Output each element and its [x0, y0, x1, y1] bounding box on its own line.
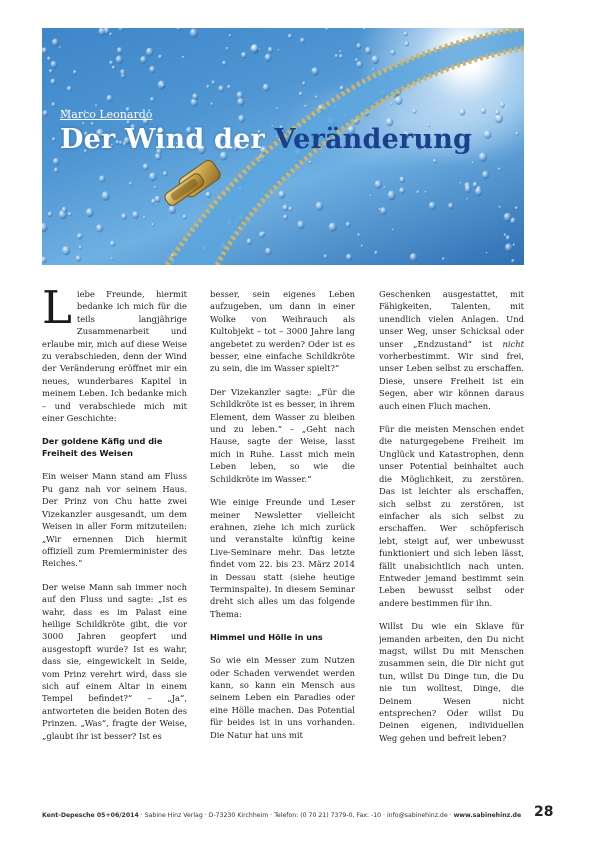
drop-cap: L: [42, 288, 72, 334]
water-drop: [222, 61, 226, 66]
water-drop: [116, 56, 123, 64]
water-drop: [504, 213, 512, 222]
water-drop: [309, 161, 312, 164]
water-drop: [475, 187, 483, 196]
water-drop: [42, 47, 48, 54]
water-drop: [146, 48, 154, 57]
water-drop: [429, 202, 436, 210]
water-drop: [500, 102, 505, 108]
water-drop: [140, 56, 147, 64]
water-drop: [339, 50, 342, 53]
water-drop: [155, 196, 161, 203]
water-drop: [48, 212, 53, 217]
water-drop: [151, 223, 154, 227]
paragraph: Ein weiser Mann stand am Fluss Pu ganz nah vor seinem Haus. Der Prinz von Chu hatte zwei Vizekanzler ausgesandt, um dem Weisen in aller Form mitzuteilen: „Wir ernennen Dich hiermit offiziell zum Premierminister des Reiches.“: [42, 471, 187, 569]
article-title: [60, 124, 472, 155]
water-drop: [263, 232, 266, 235]
water-drop: [121, 213, 127, 220]
water-drop: [143, 163, 149, 170]
water-drop: [50, 79, 56, 85]
water-drop: [479, 152, 487, 162]
water-drop: [111, 257, 114, 260]
water-drop: [433, 159, 437, 163]
publisher-info: · Sabine Hinz Verlag · D-73230 Kirchheim · Telefon: (0 70 21) 7379-0, Fax: -10 · info@sabinehinz.de ·: [138, 812, 454, 819]
water-drop: [372, 55, 379, 64]
water-drop: [120, 69, 125, 75]
water-drop: [459, 109, 465, 116]
water-drop: [52, 102, 56, 107]
water-drop: [99, 175, 105, 182]
water-drop: [73, 70, 77, 75]
water-drop: [52, 39, 59, 47]
article-author: Marco Leonardo: [60, 108, 153, 121]
water-drop: [392, 228, 394, 231]
water-drop: [484, 130, 492, 139]
water-drop: [110, 241, 115, 247]
water-drop: [150, 97, 154, 102]
water-drop: [390, 103, 392, 106]
water-drop: [481, 108, 486, 114]
paragraph: Der weise Mann sah immer noch auf den Fluss und sagte: „Ist es wahr, dass es im Palast eine heilige Schildkröte gibt, die vor 3000 Jahren geopfert und ausgestopft wurde? Ist es wahr, dass sie, eingewickelt in Seide, vom Prinz verehrt wird, dass sie sich auf einem Altar in einem Tempel befindet?“ – „Ja“, antworteten die beiden Boten des Prinzen. „Was“, fragte der Weise, „glaubt ihr ist besser? Ist es: [42, 581, 187, 741]
water-drop: [465, 185, 472, 193]
water-drop: [311, 67, 318, 75]
water-drop: [370, 194, 372, 196]
water-drop: [383, 186, 385, 189]
water-drop: [505, 243, 513, 252]
water-drop: [504, 233, 507, 237]
water-drop: [102, 191, 110, 200]
water-drop: [54, 168, 59, 174]
water-drop: [86, 208, 94, 217]
water-drop: [288, 207, 292, 212]
water-drop: [442, 257, 445, 261]
water-drop: [76, 255, 82, 261]
column-1: [42, 288, 187, 800]
water-drop: [98, 28, 105, 36]
water-drop: [53, 158, 60, 165]
water-drop: [356, 43, 361, 49]
hero-image: [42, 28, 524, 265]
water-drop: [176, 28, 181, 31]
water-drop: [339, 54, 343, 59]
water-drop: [375, 180, 383, 189]
water-drop: [288, 34, 292, 39]
water-drop: [227, 85, 231, 90]
water-drop: [109, 61, 113, 66]
emphasis: nicht: [502, 338, 524, 349]
water-drop: [206, 192, 212, 198]
water-drop: [154, 186, 157, 189]
water-drop: [59, 46, 61, 48]
water-drop: [482, 171, 489, 179]
paragraph: [379, 288, 524, 412]
water-drop: [79, 246, 83, 250]
water-drop: [149, 66, 155, 73]
water-drop: [149, 172, 157, 181]
water-drop: [263, 84, 270, 92]
website-link[interactable]: www.sabinehinz.de: [453, 812, 522, 819]
water-drop: [388, 191, 396, 201]
text-run: Geschenken ausgestattet, mit Fähigkeiten, Talenten, mit unendlich vielen Anlagen. Und unser Weg, unser Schicksal oder unser „Endzustand“ ist: [379, 289, 524, 349]
water-drop: [62, 207, 67, 213]
water-drop: [42, 257, 47, 264]
water-drop: [357, 233, 360, 237]
water-drop: [506, 235, 511, 240]
column-2: [210, 288, 355, 800]
water-drop: [265, 248, 272, 256]
water-drop: [361, 244, 364, 247]
section-heading-golden-cage: Der goldene Käfig und die Freiheit des Weisen: [42, 436, 163, 459]
water-drop: [495, 110, 500, 115]
water-drop: [299, 92, 303, 97]
water-drop: [424, 191, 427, 194]
water-drop: [117, 47, 123, 54]
water-drop: [340, 86, 345, 92]
water-drop: [399, 177, 405, 183]
water-drop: [472, 161, 475, 164]
water-drop: [51, 61, 58, 69]
article-body: [42, 288, 524, 800]
text-run: vorherbestimmt. Wir sind frei, unser Leben selbst zu erschaffen. Diese, unsere Freiheit ist ein Segen, aber wir können daraus auch einen Fluch machen.: [379, 351, 524, 411]
water-drop: [466, 198, 468, 201]
water-drop: [206, 85, 210, 89]
water-drop: [182, 56, 185, 59]
water-drop: [302, 82, 306, 86]
water-drop: [211, 102, 214, 105]
title-accent: Veränderung: [274, 124, 473, 155]
water-drop: [410, 253, 418, 262]
water-drop: [278, 191, 285, 199]
water-drop: [95, 104, 98, 107]
paragraph: besser, sein eigenes Leben aufzugeben, um dann in einer Wolke von Weihrauch als Kultobjekt – tot – 3000 Jahre lang angebetet zu werden? Oder ist es besser, eine einfache Schildkröte zu sein, die im Wasser spielt?“: [210, 289, 355, 374]
water-drop: [515, 206, 518, 210]
water-drop: [158, 55, 162, 60]
water-drop: [163, 171, 168, 176]
water-drop: [356, 61, 362, 68]
water-drop: [96, 224, 103, 232]
water-drop: [132, 211, 139, 219]
water-drop: [486, 252, 488, 254]
water-drop: [118, 28, 124, 32]
water-drop: [107, 95, 113, 102]
water-drop: [238, 115, 245, 123]
water-drop: [49, 69, 53, 73]
water-drop: [42, 223, 48, 233]
water-drop: [161, 84, 164, 88]
water-drop: [346, 254, 352, 261]
water-drop: [241, 52, 247, 59]
paragraph: Willst Du wie ein Sklave für jemanden arbeiten, den Du nicht magst, willst Du mit Menschen zusammen sein, die Dir nicht gut tun, willst Du Dinge tun, die Du nie tun wolltest, Dinge, die Deinem Wesen nicht entsprechen? Oder willst Du Deinen eigenen, individuellen Weg gehen und befreit leben?: [379, 621, 524, 743]
water-drop: [329, 223, 337, 232]
water-drop: [460, 182, 462, 184]
water-drop: [129, 182, 132, 186]
water-drop: [268, 47, 273, 53]
water-drop: [315, 96, 318, 99]
water-drop: [247, 238, 253, 244]
water-drop: [324, 254, 328, 258]
water-drop: [499, 206, 502, 209]
water-drop: [363, 28, 366, 31]
water-drop: [229, 34, 232, 37]
page-footer: [42, 812, 524, 819]
water-drop: [218, 85, 224, 92]
water-drop: [405, 41, 410, 46]
water-drop: [283, 205, 289, 212]
water-drop: [62, 246, 70, 255]
paragraph: Wie einige Freunde und Leser meiner Newsletter vielleicht erahnen, ziehe ich mich zurück und veranstalte künftig keine Live-Seminare mehr. Das letzte findet vom 22. bis 23. März 2014 in Dessau statt (siehe heutige Terminspalte). In diesem Seminar dreht sich alles um das folgende Thema:: [210, 497, 355, 619]
water-drop: [68, 212, 72, 216]
water-drop: [43, 110, 49, 117]
water-drop: [212, 80, 216, 84]
water-drop: [346, 222, 351, 228]
water-drop: [498, 168, 501, 171]
title-part1: Der Wind der: [60, 124, 275, 155]
intro-paragraph: [42, 288, 187, 424]
water-drop: [47, 57, 51, 62]
water-drop: [372, 69, 374, 72]
water-drop: [380, 207, 387, 215]
water-drop: [52, 137, 56, 141]
column-3: [379, 288, 524, 800]
water-drop: [325, 28, 328, 31]
intro-text: iebe Freunde, hiermit bedanke ich mich für die teils langjährige Zusammenarbeit und erlaube mir, mich auf diese Weise zu verabschieden, denn der Wind der Veränderung eröffnet mir ein neues, wunderbares Kapitel in meinem Leben. Ich bedanke mich – und verabschiede mich mit einer Geschichte:: [42, 289, 187, 424]
water-drop: [304, 105, 307, 108]
water-drop: [335, 54, 339, 58]
water-drop: [412, 109, 416, 114]
issue-label: Kent-Depesche 05+06/2014: [42, 812, 139, 819]
water-drop: [283, 215, 288, 220]
water-drop: [297, 221, 304, 230]
water-drop: [374, 251, 378, 256]
page-number: 28: [534, 804, 554, 820]
water-drop: [278, 49, 280, 51]
paragraph: So wie ein Messer zum Nutzen oder Schaden verwendet werden kann, so kann ein Mensch aus seinem Leben ein Paradies oder eine Hölle machen. Das Potential für beides ist in uns vorhanden. Die Natur hat uns mit: [210, 655, 355, 740]
water-drop: [316, 202, 324, 211]
water-drop: [495, 114, 503, 123]
water-drop: [300, 38, 305, 44]
water-drop: [226, 47, 229, 50]
water-drop: [109, 32, 112, 36]
water-drop: [265, 54, 272, 62]
water-drop: [143, 216, 146, 219]
water-drop: [513, 243, 516, 246]
water-drop: [112, 66, 116, 70]
water-drop: [416, 190, 419, 194]
section-heading-heaven-hell: Himmel und Hölle in uns: [210, 632, 323, 643]
water-drop: [192, 93, 198, 100]
water-drop: [67, 86, 72, 92]
water-drop: [183, 215, 187, 220]
paragraph: Für die meisten Menschen endet die naturgegebene Freiheit im Unglück und Katastrophen, denn unser Potential beinhaltet auch die Möglichkeit, zu zerstören. Das ist leichter als erschaffen, sich selbst zu zerstören, ist einfacher als sich selbst zu erschaffen. Wer schöpferisch lebt, steigt auf, wer unbewusst funktioniert und sich leben lässt, fällt unabsichtlich nach unten. Entweder jemand bestimmt sein Leben bewusst selbst oder andere bestimmen für ihn.: [379, 424, 524, 608]
water-drop: [276, 107, 279, 110]
water-drop: [251, 44, 259, 53]
water-drop: [399, 187, 405, 194]
water-drop: [190, 28, 198, 37]
water-drop: [515, 132, 518, 136]
water-drop: [237, 98, 244, 106]
water-drop: [448, 203, 454, 209]
water-drop: [78, 235, 81, 238]
water-drop: [390, 50, 395, 56]
water-drop: [404, 32, 408, 37]
paragraph: Der Vizekanzler sagte: „Für die Schildkröte ist es besser, in ihrem Element, dem Wasser zu bleiben und zu leben.“ – „Geht nach Hause, sagte der Weise, lasst mich in Ruhe. Lasst mich mein Leben leben, so wie die Schildkröte im Wasser.“: [210, 386, 355, 484]
water-drop: [365, 47, 372, 55]
water-drop: [169, 205, 176, 214]
water-drop: [511, 259, 515, 263]
